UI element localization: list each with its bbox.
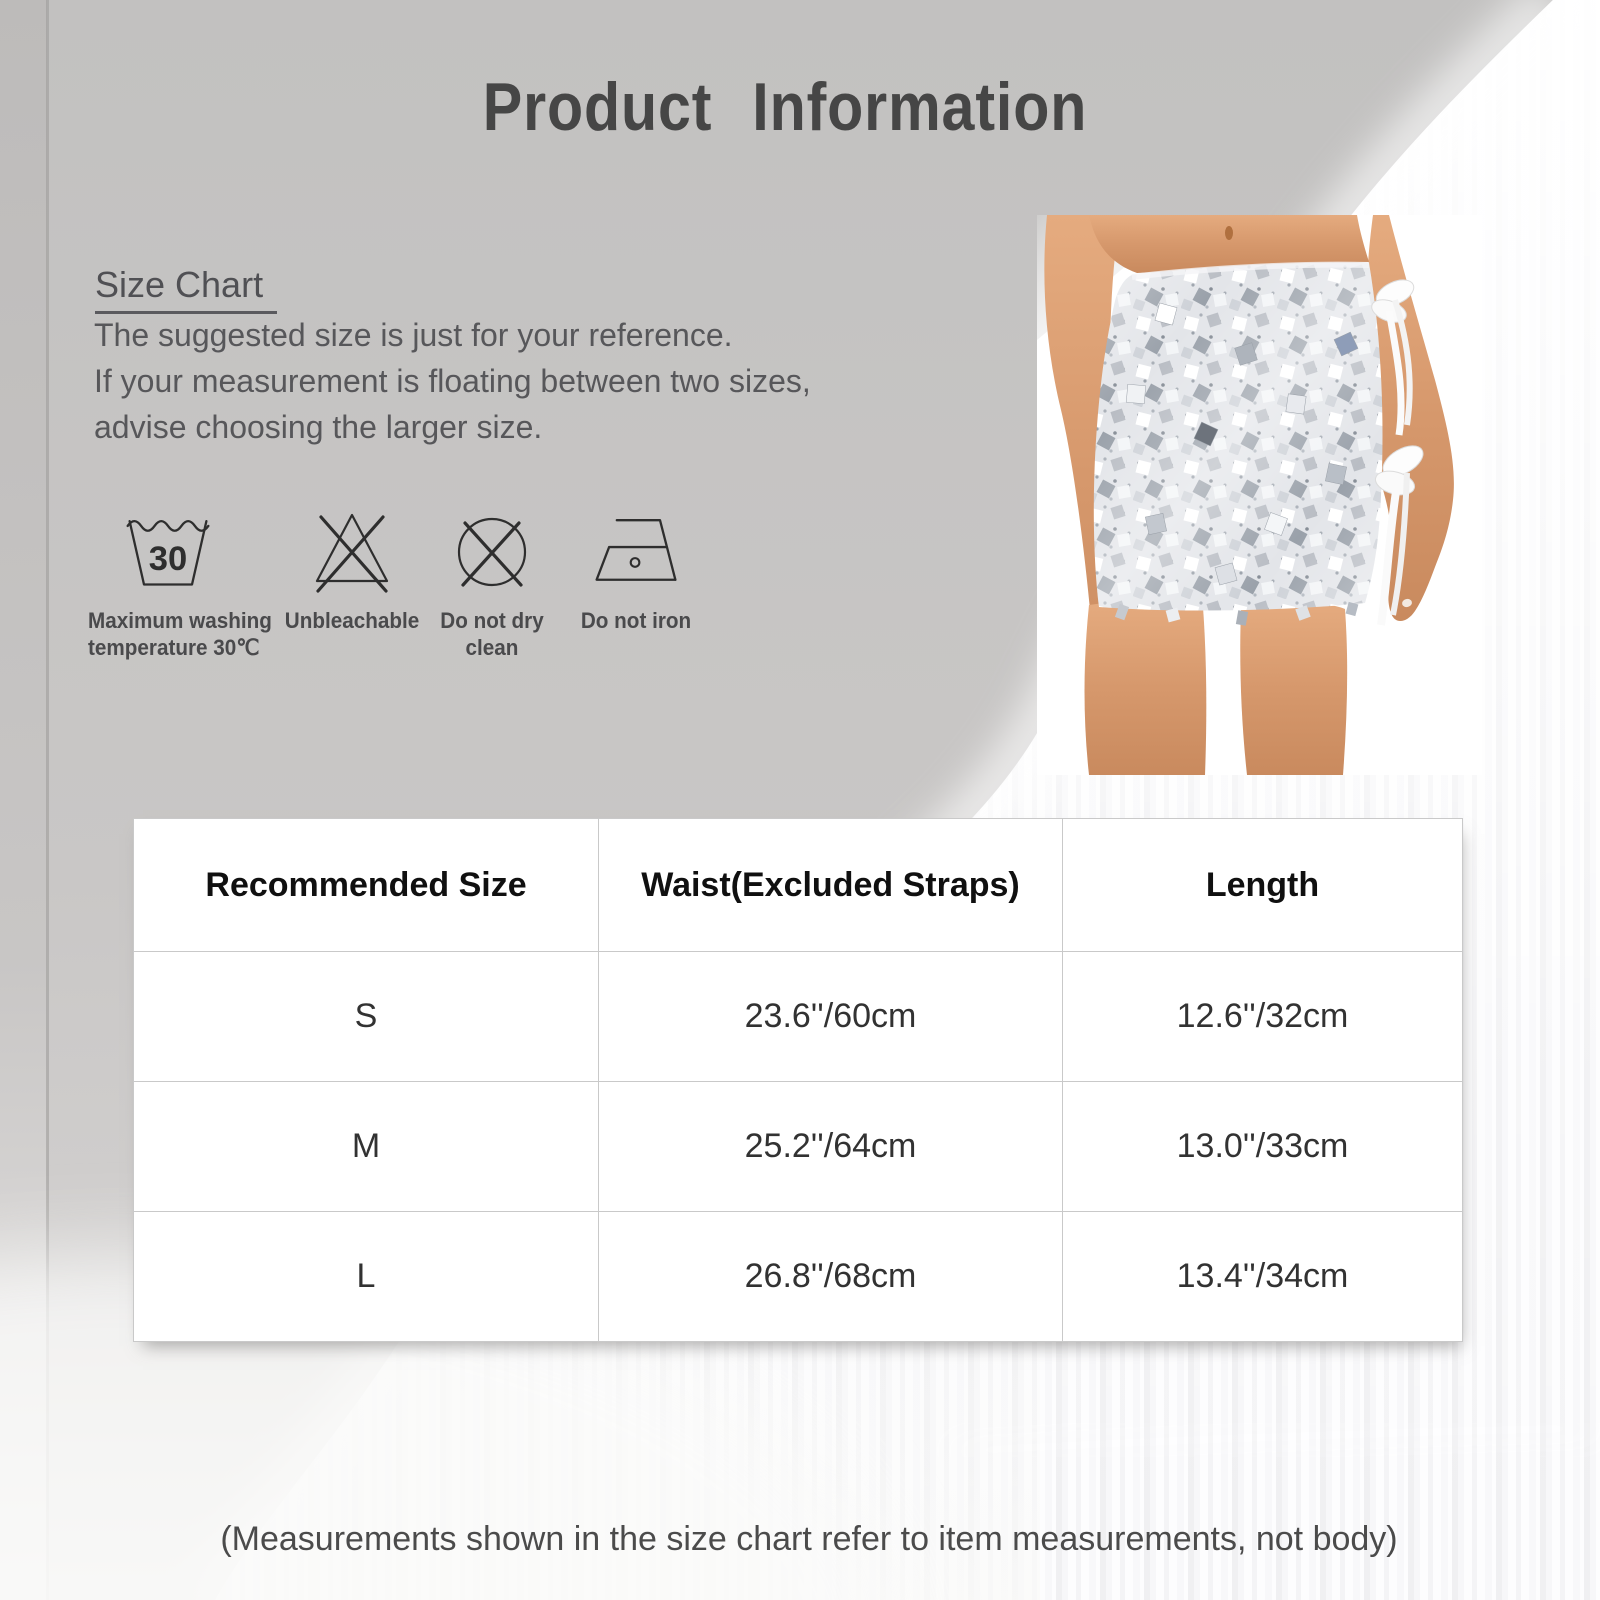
product-photo bbox=[1037, 215, 1482, 775]
care-item-dry-clean bbox=[412, 495, 572, 661]
care-item-wash bbox=[88, 495, 288, 661]
wash-30-icon bbox=[120, 499, 216, 599]
header-waist: Waist(Excluded Straps) bbox=[599, 819, 1063, 952]
care-label-iron: Do not iron bbox=[580, 608, 692, 633]
size-chart-line-1: The suggested size is just for your reference. bbox=[94, 317, 733, 353]
page-title: Product Information bbox=[482, 69, 1088, 145]
header-recommended-size: Recommended Size bbox=[134, 819, 599, 952]
model-left-leg bbox=[1085, 601, 1207, 775]
length-value: 12.6''/32cm bbox=[1063, 952, 1463, 1082]
table-row-m bbox=[134, 1082, 1463, 1212]
size-chart-line-2: If your measurement is floating between two sizes, bbox=[94, 363, 811, 399]
table-row-s bbox=[134, 952, 1463, 1082]
do-not-bleach-icon bbox=[302, 499, 402, 599]
care-label-dry-clean: Do not dry clean bbox=[440, 608, 544, 660]
length-value: 13.0''/33cm bbox=[1063, 1082, 1463, 1212]
waist-value: 23.6''/60cm bbox=[599, 952, 1063, 1082]
size-table-header-row bbox=[134, 819, 1463, 952]
care-item-iron bbox=[572, 495, 700, 634]
waist-value: 26.8''/68cm bbox=[599, 1212, 1063, 1342]
length-value: 13.4''/34cm bbox=[1063, 1212, 1463, 1342]
sequin-skirt-photo bbox=[1037, 215, 1482, 775]
model-right-leg bbox=[1240, 603, 1347, 775]
size-value: S bbox=[134, 952, 599, 1082]
table-row-l bbox=[134, 1212, 1463, 1342]
size-value: M bbox=[134, 1082, 599, 1212]
navel bbox=[1225, 226, 1233, 240]
header-length: Length bbox=[1063, 819, 1463, 952]
waist-value: 25.2''/64cm bbox=[599, 1082, 1063, 1212]
care-label-bleach: Unbleachable bbox=[284, 608, 420, 633]
size-chart-description bbox=[94, 312, 811, 450]
do-not-iron-icon bbox=[588, 499, 684, 599]
size-table bbox=[133, 818, 1463, 1342]
measurement-disclaimer: (Measurements shown in the size chart refer to item measurements, not body) bbox=[220, 1520, 1398, 1558]
size-value: L bbox=[134, 1212, 599, 1342]
do-not-dry-clean-icon bbox=[442, 499, 542, 599]
care-label-wash: Maximum washing temperature 30℃ bbox=[88, 608, 272, 660]
size-chart-heading: Size Chart bbox=[95, 264, 277, 314]
care-item-bleach bbox=[277, 495, 427, 634]
wash-temperature-value: 30 bbox=[148, 540, 188, 579]
size-chart-line-3: advise choosing the larger size. bbox=[94, 409, 543, 445]
sequin-skirt-shine bbox=[1094, 263, 1383, 611]
